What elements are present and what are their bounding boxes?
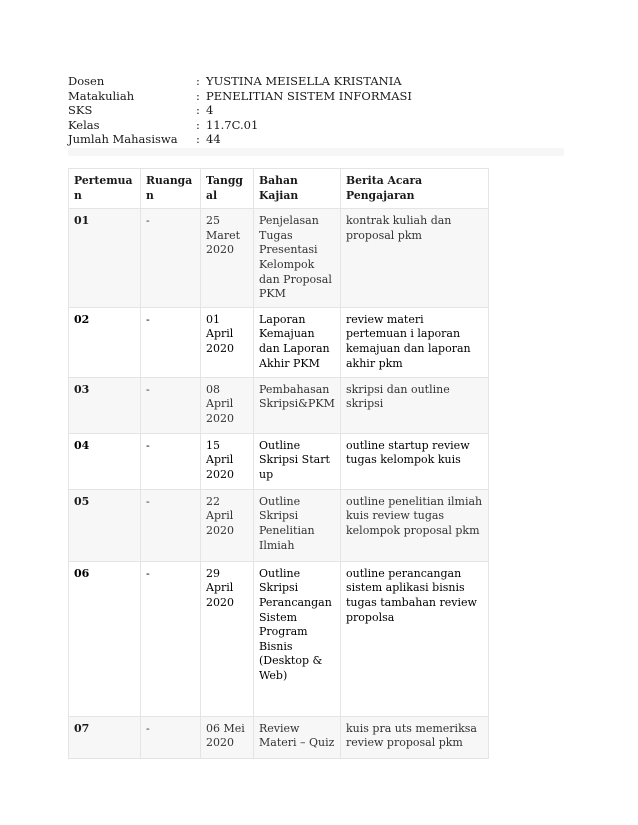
cell-bahan-kajian: Outline Skripsi Start up [254, 433, 341, 489]
info-value: PENELITIAN SISTEM INFORMASI [206, 88, 412, 103]
cell-tanggal: 06 Mei 2020 [201, 716, 254, 758]
info-row-jumlah-mahasiswa [68, 132, 564, 147]
info-label: SKS [68, 103, 93, 117]
cell-ruangan: - [141, 433, 201, 489]
cell-berita-acara: outline penelitian ilmiah kuis review tugas kelompok proposal pkm [341, 489, 489, 561]
cell-berita-acara: kuis pra uts memeriksa review proposal pkm [341, 716, 489, 758]
cell-tanggal: 29 April 2020 [201, 561, 254, 716]
cell-bahan-kajian: Penjelasan Tugas Presentasi Kelompok dan Proposal PKM [254, 209, 341, 308]
cell-pertemuan: 01 [69, 209, 141, 308]
cell-ruangan: - [141, 209, 201, 308]
table-row [69, 307, 489, 377]
info-colon: : [196, 88, 200, 103]
cell-ruangan: - [141, 377, 201, 433]
cell-ruangan: - [141, 307, 201, 377]
cell-bahan-kajian: Review Materi – Quiz [254, 716, 341, 758]
info-row-kelas [68, 118, 564, 133]
info-divider [68, 148, 564, 156]
info-value: 4 [206, 103, 214, 117]
info-value: 44 [206, 132, 221, 146]
cell-berita-acara: outline perancangan sistem aplikasi bisnis tugas tambahan review propolsa [341, 561, 489, 716]
info-label: Dosen [68, 74, 105, 88]
cell-bahan-kajian: Outline Skripsi Penelitian Ilmiah [254, 489, 341, 561]
header-bahan-kajian: Bahan Kajian [254, 169, 341, 209]
header-berita-acara: Berita Acara Pengajaran [341, 169, 489, 209]
cell-bahan-kajian: Outline Skripsi Perancangan Sistem Program Bisnis (Desktop & Web) [254, 561, 341, 716]
info-colon: : [196, 132, 200, 146]
cell-berita-acara: skripsi dan outline skripsi [341, 377, 489, 433]
cell-bahan-kajian: Pembahasan Skripsi&PKM [254, 377, 341, 433]
cell-pertemuan: 03 [69, 377, 141, 433]
table-row [69, 561, 489, 716]
cell-tanggal: 25 Maret 2020 [201, 209, 254, 308]
info-value: YUSTINA MEISELLA KRISTANIA [206, 74, 402, 88]
cell-ruangan: - [141, 716, 201, 758]
info-label: Jumlah Mahasiswa [68, 132, 178, 146]
cell-bahan-kajian: Laporan Kemajuan dan Laporan Akhir PKM [254, 307, 341, 377]
course-info [68, 74, 564, 147]
info-row-sks [68, 103, 564, 118]
header-pertemuan: Pertemuan [69, 169, 141, 209]
schedule-table [68, 168, 489, 759]
table-row [69, 433, 489, 489]
cell-pertemuan: 07 [69, 716, 141, 758]
info-colon: : [196, 103, 200, 117]
header-tanggal: Tanggal [201, 169, 254, 209]
info-row-matakuliah [68, 89, 564, 104]
info-label: Kelas [68, 117, 100, 132]
cell-ruangan: - [141, 489, 201, 561]
table-row [69, 489, 489, 561]
cell-tanggal: 01 April 2020 [201, 307, 254, 377]
table-row [69, 209, 489, 308]
cell-berita-acara: outline startup review tugas kelompok kuis [341, 433, 489, 489]
cell-pertemuan: 04 [69, 433, 141, 489]
info-row-dosen [68, 74, 564, 89]
info-value: 11.7C.01 [206, 117, 259, 132]
table-row [69, 716, 489, 758]
cell-pertemuan: 02 [69, 307, 141, 377]
info-colon: : [196, 74, 200, 88]
cell-pertemuan: 05 [69, 489, 141, 561]
cell-ruangan: - [141, 561, 201, 716]
info-label: Matakuliah [68, 88, 135, 103]
header-ruangan: Ruangan [141, 169, 201, 209]
table-header-row [69, 169, 489, 209]
cell-tanggal: 22 April 2020 [201, 489, 254, 561]
table-row [69, 377, 489, 433]
cell-tanggal: 08 April 2020 [201, 377, 254, 433]
cell-berita-acara: kontrak kuliah dan proposal pkm [341, 209, 489, 308]
cell-tanggal: 15 April 2020 [201, 433, 254, 489]
cell-berita-acara: review materi pertemuan i laporan kemajuan dan laporan akhir pkm [341, 307, 489, 377]
info-colon: : [196, 117, 200, 132]
cell-pertemuan: 06 [69, 561, 141, 716]
